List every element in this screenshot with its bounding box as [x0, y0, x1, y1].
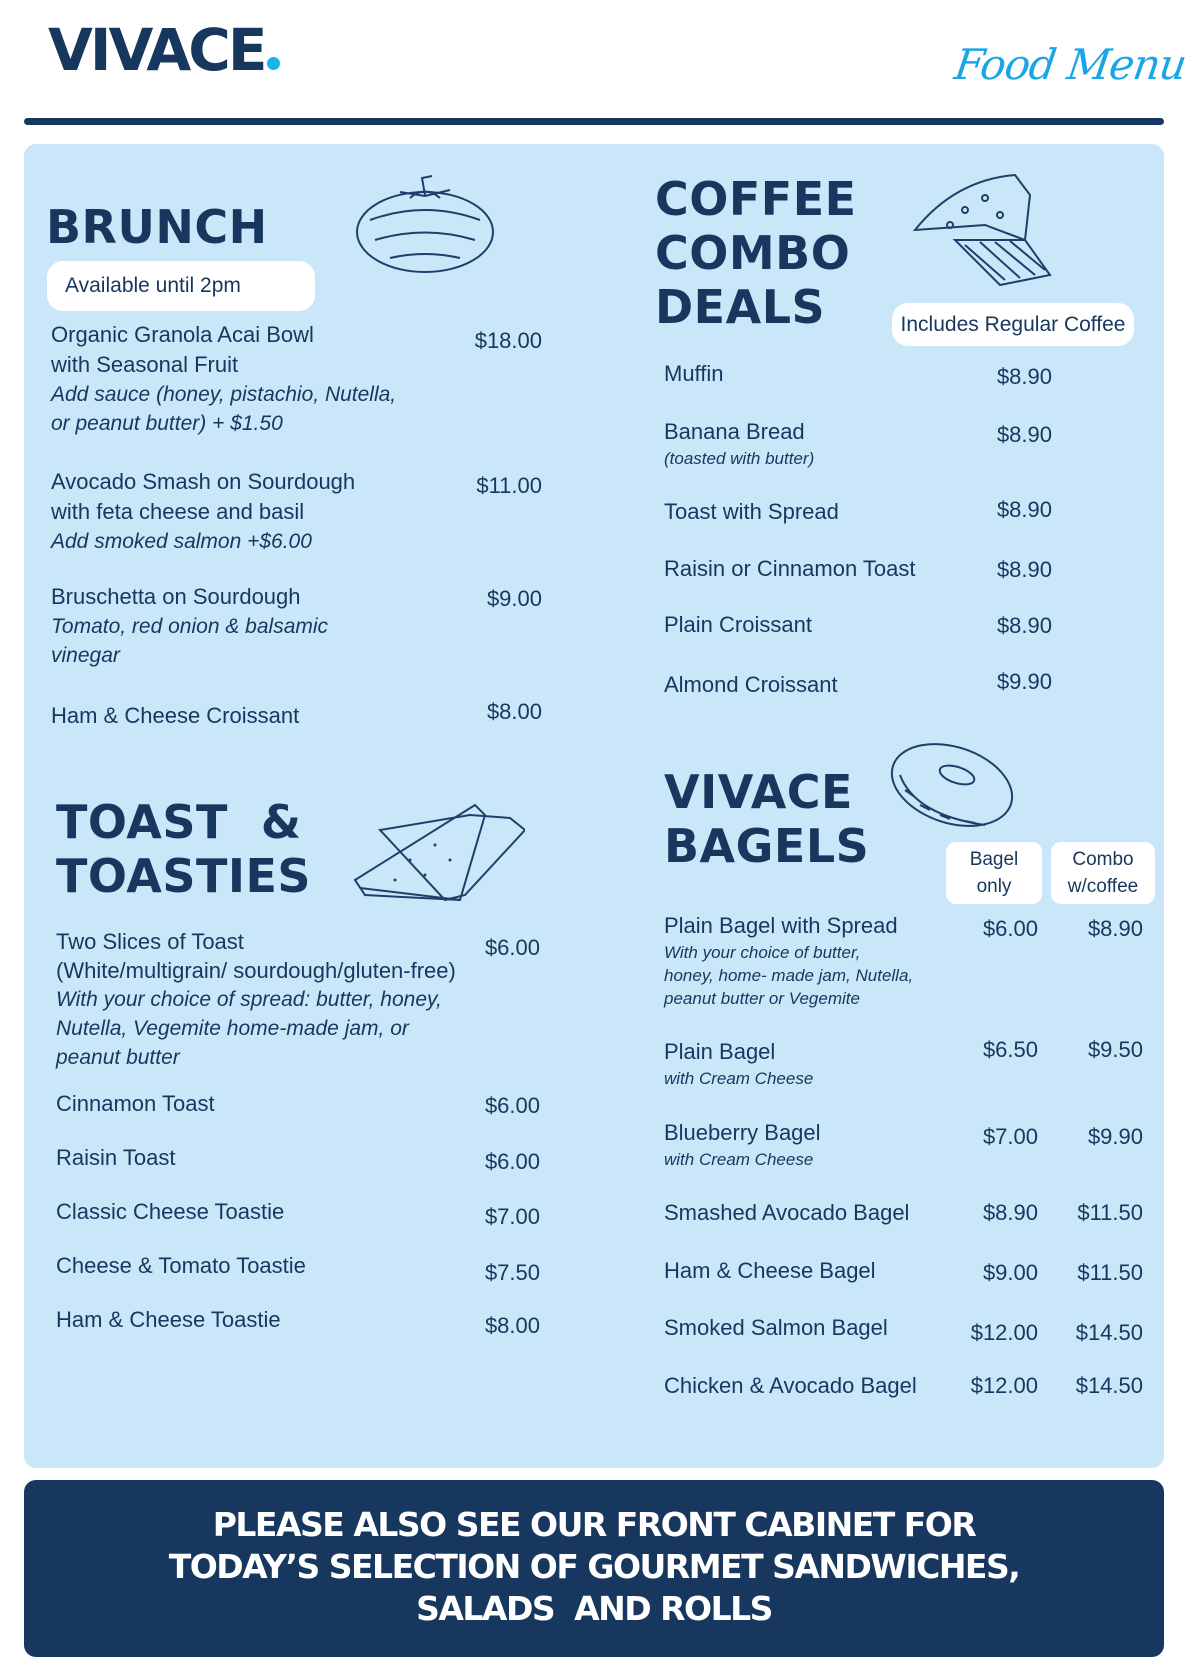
item-name: Organic Granola Acai Bowl	[51, 322, 314, 347]
item-name: Ham & Cheese Bagel	[664, 1258, 876, 1283]
brunch-availability-badge: Available until 2pm	[47, 261, 315, 311]
header-divider	[24, 118, 1164, 125]
combo-price: $11.50	[1077, 1260, 1143, 1285]
item-description: (toasted with butter)	[664, 449, 815, 468]
item-name-line2: with Seasonal Fruit	[51, 352, 239, 377]
item-name: Smoked Salmon Bagel	[664, 1315, 888, 1340]
item-price: $8.90	[996, 422, 1052, 447]
item-price: $9.00	[486, 586, 542, 611]
banner-line3: SALADS AND ROLLS	[416, 1589, 772, 1628]
combo-label-line2: w/coffee	[1067, 876, 1139, 897]
brunch-heading: BRUNCH	[46, 200, 268, 254]
combo-price: $8.90	[1087, 916, 1143, 941]
item-name: Classic Cheese Toastie	[56, 1199, 285, 1224]
item-name: Two Slices of Toast	[56, 929, 244, 954]
item-name-line2: with feta cheese and basil	[51, 499, 305, 524]
menu-item	[664, 1118, 821, 1171]
combo-price: $14.50	[1075, 1320, 1143, 1345]
bagel-only-price: $12.00	[970, 1373, 1038, 1398]
item-price: $9.90	[996, 669, 1052, 694]
item-name: Toast with Spread	[664, 499, 839, 524]
menu-item	[664, 911, 954, 1010]
front-cabinet-banner	[24, 1480, 1164, 1657]
combo-price: $9.50	[1087, 1037, 1143, 1062]
bagel-only-price: $8.90	[982, 1200, 1038, 1225]
item-name: Blueberry Bagel	[664, 1120, 821, 1145]
menu-item	[51, 582, 461, 670]
banner-line1: PLEASE ALSO SEE OUR FRONT CABINET FOR	[212, 1505, 976, 1544]
item-name: Ham & Cheese Toastie	[56, 1307, 281, 1332]
item-name: Smashed Avocado Bagel	[664, 1200, 910, 1225]
item-name: Cinnamon Toast	[56, 1091, 215, 1116]
item-description: Tomato, red onion & balsamic	[51, 615, 329, 638]
bagels-heading-line2: BAGELS	[664, 819, 870, 873]
brand-logo	[48, 18, 280, 82]
item-price: $18.00	[474, 328, 542, 353]
bagel-only-price: $6.50	[982, 1037, 1038, 1062]
bagel-only-label-line1: Bagel	[969, 849, 1019, 870]
item-price: $8.00	[484, 1313, 540, 1338]
item-name: Avocado Smash on Sourdough	[51, 469, 356, 494]
coffee-combo-heading-line3: DEALS	[655, 280, 826, 334]
bagel-only-price: $9.00	[982, 1260, 1038, 1285]
coffee-combo-heading-line1: COFFEE	[655, 172, 857, 226]
item-price: $8.90	[996, 497, 1052, 522]
coffee-combo-heading-line2: COMBO	[655, 226, 851, 280]
item-price: $7.50	[484, 1260, 540, 1285]
item-description-line2: vinegar	[51, 644, 120, 667]
item-name: Raisin Toast	[56, 1145, 176, 1170]
item-description-line2: honey, home- made jam, Nutella,	[664, 966, 914, 985]
item-description: With your choice of butter,	[664, 943, 861, 962]
item-description-line3: peanut butter	[56, 1046, 180, 1069]
combo-label-line1: Combo	[1072, 849, 1134, 870]
bagel-only-column-header	[946, 842, 1042, 904]
tomato-icon	[350, 170, 500, 280]
brand-dot-icon	[267, 57, 280, 70]
bagel-only-price: $7.00	[982, 1124, 1038, 1149]
toast-heading-line2: TOASTIES	[56, 849, 312, 903]
bagel-only-price: $12.00	[970, 1320, 1038, 1345]
menu-item	[51, 467, 461, 556]
menu-item	[51, 320, 461, 438]
menu-item	[56, 927, 486, 1072]
item-price: $7.00	[484, 1204, 540, 1229]
brand-name: VIVACE	[48, 16, 265, 84]
muffin-icon	[905, 170, 1065, 290]
item-price: $6.00	[484, 1093, 540, 1118]
item-price: $8.90	[996, 364, 1052, 389]
toast-heading-line1: TOAST &	[56, 795, 302, 849]
item-description: with Cream Cheese	[664, 1069, 814, 1088]
menu-item	[664, 1037, 813, 1090]
item-price: $6.00	[484, 935, 540, 960]
banner-line2: TODAY’S SELECTION OF GOURMET SANDWICHES,	[168, 1547, 1020, 1586]
item-description: With your choice of spread: butter, honey,	[56, 988, 442, 1011]
bagels-heading-line1: VIVACE	[664, 765, 853, 819]
item-name-line2: (White/multigrain/ sourdough/gluten-free)	[56, 958, 456, 983]
bagel-only-price: $6.00	[982, 916, 1038, 941]
combo-price: $11.50	[1077, 1200, 1143, 1225]
item-name: Plain Croissant	[664, 612, 812, 637]
item-price: $6.00	[484, 1149, 540, 1174]
toast-heading	[56, 795, 311, 903]
menu-item	[51, 701, 461, 731]
bagel-icon	[885, 735, 1020, 835]
item-name: Banana Bread	[664, 419, 805, 444]
item-price: $8.90	[996, 613, 1052, 638]
item-name: Muffin	[664, 361, 724, 386]
item-description: Add sauce (honey, pistachio, Nutella,	[51, 383, 397, 406]
item-name: Almond Croissant	[664, 672, 838, 697]
item-description: with Cream Cheese	[664, 1150, 814, 1169]
combo-price: $9.90	[1087, 1124, 1143, 1149]
item-price: $8.00	[486, 699, 542, 724]
item-description-line2: Nutella, Vegemite home-made jam, or	[56, 1017, 409, 1040]
item-price: $8.90	[996, 557, 1052, 582]
coffee-combo-heading	[655, 172, 857, 334]
bagel-only-label-line2: only	[976, 876, 1012, 897]
item-name: Plain Bagel	[664, 1039, 776, 1064]
item-name: Bruschetta on Sourdough	[51, 584, 301, 609]
combo-price: $14.50	[1075, 1373, 1143, 1398]
item-description-line2: or peanut butter) + $1.50	[51, 412, 283, 435]
item-name: Cheese & Tomato Toastie	[56, 1253, 306, 1278]
bagels-heading	[664, 765, 869, 873]
menu-subtitle: Food Menu	[951, 40, 1190, 89]
item-name: Raisin or Cinnamon Toast	[664, 556, 916, 581]
toast-slices-icon	[350, 800, 525, 905]
item-name: Ham & Cheese Croissant	[51, 703, 300, 728]
combo-column-header	[1051, 842, 1155, 904]
menu-item	[664, 417, 814, 470]
coffee-included-badge: Includes Regular Coffee	[892, 303, 1134, 346]
item-price: $11.00	[476, 473, 542, 498]
item-name: Plain Bagel with Spread	[664, 913, 898, 938]
item-description: Add smoked salmon +$6.00	[51, 530, 312, 553]
item-name: Chicken & Avocado Bagel	[664, 1373, 917, 1398]
item-description-line3: peanut butter or Vegemite	[664, 989, 860, 1008]
